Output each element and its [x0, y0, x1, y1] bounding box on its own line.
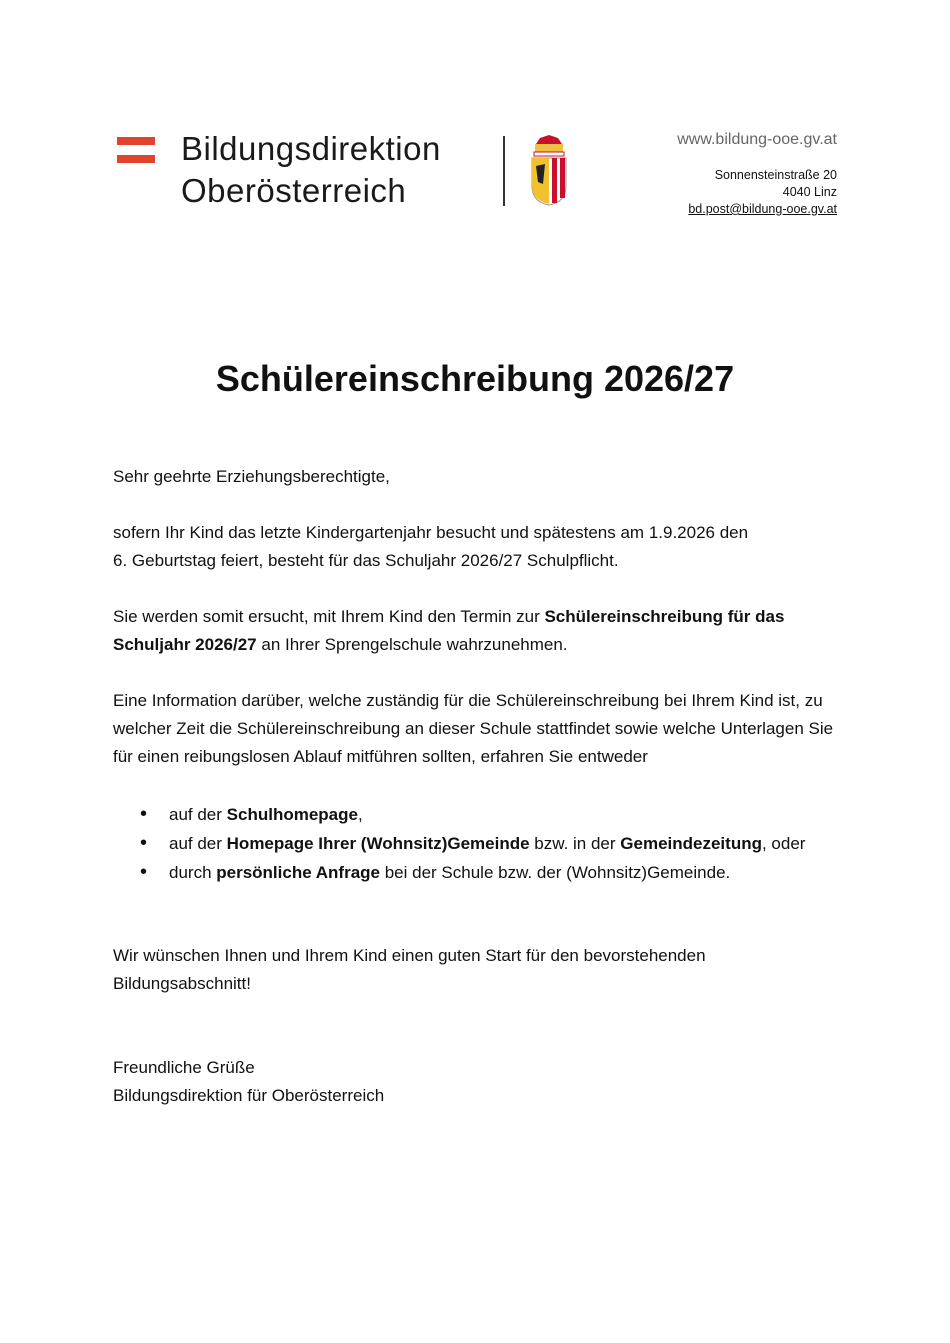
austria-flag-stripe-top [117, 137, 155, 145]
text-line: 6. Geburtstag feiert, besteht für das Schuljahr 2026/27 Schulpflicht. [113, 551, 619, 570]
text: , oder [761, 834, 806, 853]
text: bei der Schule bzw. der (Wohnsitz)Gemeinde. [380, 863, 731, 882]
text: auf der [169, 805, 227, 824]
list-item [113, 800, 853, 829]
text: an Ihrer Sprengelschule wahrzunehmen. [256, 635, 568, 654]
address-street: Sonnensteinstraße 20 [714, 168, 837, 182]
closing [113, 1054, 853, 1110]
closing-sender: Bildungsdirektion für Oberösterreich [113, 1086, 385, 1105]
paragraph-school-obligation [113, 519, 853, 575]
list-item [113, 829, 853, 858]
austria-flag-stripe-bottom [117, 155, 155, 163]
paragraph-request [113, 603, 793, 659]
text: Sie werden somit ersucht, mit Ihrem Kind den Termin zur [113, 607, 545, 626]
paragraph-wishes [113, 942, 853, 998]
bold-text: persönliche Anfrage [216, 863, 380, 882]
coat-of-arms-icon [528, 134, 570, 206]
text-line: Wir wünschen Ihnen und Ihrem Kind einen guten Start für den bevorstehenden [113, 946, 706, 965]
closing-greeting: Freundliche Grüße [113, 1058, 255, 1077]
text: durch [169, 863, 217, 882]
text-line: sofern Ihr Kind das letzte Kindergartenjahr besucht und spätestens am 1.9.2026 den [113, 523, 749, 542]
list-item [113, 858, 853, 887]
logo-line1: Bildungsdirektion [181, 130, 441, 167]
page-title: Schülereinschreibung 2026/27 [215, 358, 735, 399]
logo-line2: Oberösterreich [181, 172, 407, 209]
address-city: 4040 Linz [782, 185, 837, 199]
bold-text: Homepage Ihrer (Wohnsitz)Gemeinde [226, 834, 530, 853]
bold-text: Gemeindezeitung [620, 834, 762, 853]
bold-text: Schülereinschreibung für das Schuljahr 2026/27 [113, 607, 785, 654]
paragraph-information: Eine Information darüber, welche zuständig für die Schülereinschreibung bei Ihrem Kind ist, zu welcher Zeit die Schülereinschreibung an dieser Schule stattfindet sowie welche Unterlagen Sie für einen reibungslosen Ablauf mitführen sollten, erfahren Sie entweder [113, 691, 834, 766]
website-link[interactable]: www.bildung-ooe.gv.at [677, 131, 837, 148]
logo-divider [503, 136, 505, 206]
text-line: Bildungsabschnitt! [113, 974, 251, 993]
info-sources-list [113, 800, 853, 887]
bold-text: Schulhomepage [226, 805, 358, 824]
text: , [357, 805, 363, 824]
text: auf der [169, 834, 227, 853]
email-link[interactable]: bd.post@bildung-ooe.gv.at [688, 202, 837, 216]
text: bzw. in der [529, 834, 621, 853]
greeting: Sehr geehrte Erziehungsberechtigte, [113, 467, 390, 486]
